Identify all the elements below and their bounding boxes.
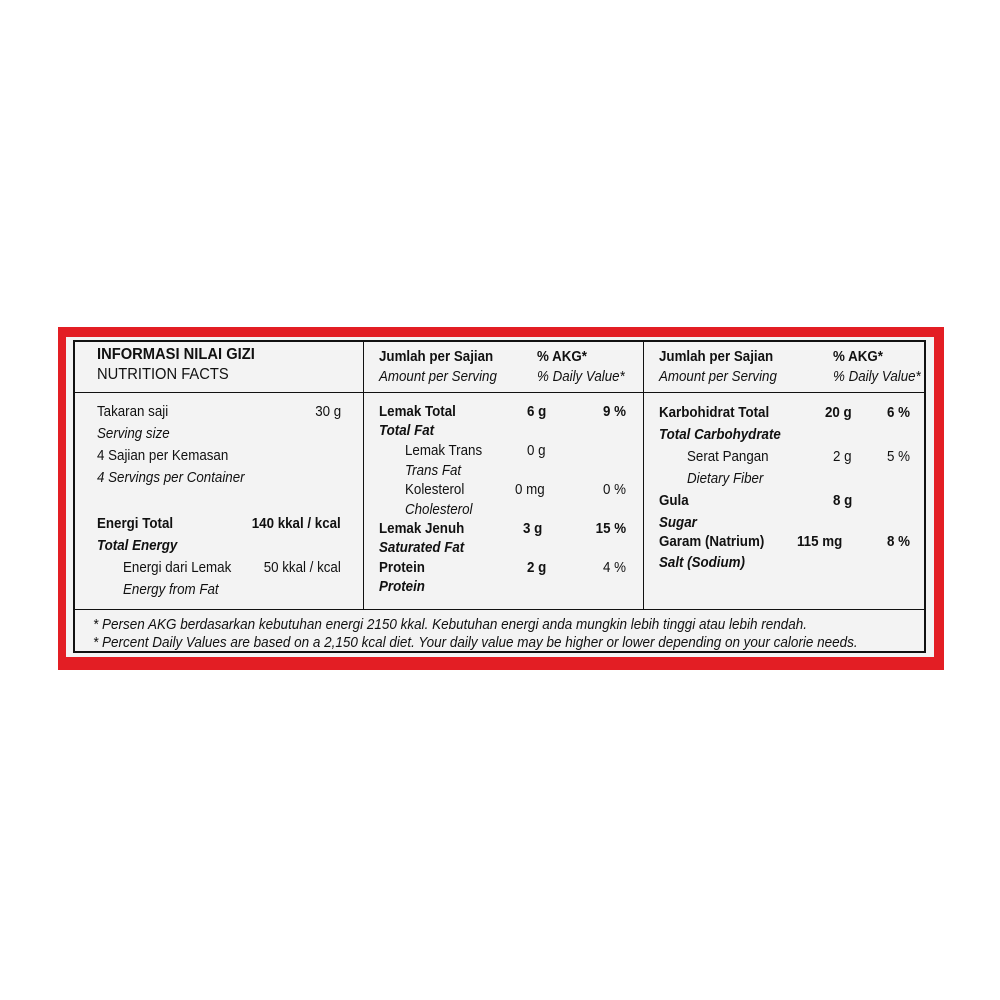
trans-fat-amount: 0 g [527, 443, 546, 459]
energy-from-fat-label: Energi dari Lemak [123, 560, 232, 576]
cholesterol-label-en: Cholesterol [405, 502, 473, 518]
saturated-fat-label-en: Saturated Fat [379, 540, 465, 556]
footnote-indonesian: * Persen AKG berdasarkan kebutuhan energi 2150 kkal. Kebutuhan energi anda mungkin lebih tinggi atau lebih rendah. [93, 617, 807, 633]
serving-size-value: 30 g [315, 404, 341, 420]
energy-from-fat-label-en: Energy from Fat [123, 582, 219, 598]
total-fat-amount: 6 g [527, 404, 547, 420]
col3-amount-header: Jumlah per Sajian [659, 349, 774, 365]
servings-per-container: 4 Sajian per Kemasan [97, 448, 229, 464]
saturated-fat-percent: 15 % [595, 521, 626, 537]
total-carb-amount: 20 g [825, 405, 852, 421]
dietary-fiber-percent: 5 % [887, 449, 910, 465]
salt-label-en: Salt (Sodium) [659, 555, 745, 571]
column-divider-1 [363, 342, 364, 609]
dietary-fiber-amount: 2 g [833, 449, 852, 465]
salt-amount: 115 mg [797, 534, 843, 550]
total-fat-percent: 9 % [603, 404, 626, 420]
protein-label: Protein [379, 560, 425, 576]
trans-fat-label-en: Trans Fat [405, 463, 462, 479]
footnote-english: * Percent Daily Values are based on a 2,150 kcal diet. Your daily value may be higher or lower depending on your calorie needs. [93, 635, 858, 651]
servings-per-container-en: 4 Servings per Container [97, 470, 245, 486]
total-energy-label-en: Total Energy [97, 538, 178, 554]
dietary-fiber-label: Serat Pangan [687, 449, 769, 465]
col2-akg-header: % AKG* [537, 349, 587, 365]
cholesterol-label: Kolesterol [405, 482, 465, 498]
protein-label-en: Protein [379, 579, 425, 595]
protein-amount: 2 g [527, 560, 547, 576]
sugar-label: Gula [659, 493, 689, 509]
total-fat-label: Lemak Total [379, 404, 456, 420]
energy-from-fat-value: 50 kkal / kcal [263, 560, 341, 576]
sugar-label-en: Sugar [659, 515, 697, 531]
col2-dv-header: % Daily Value* [537, 369, 625, 385]
col3-amount-header-en: Amount per Serving [659, 369, 777, 385]
total-carb-label-en: Total Carbohydrate [659, 427, 781, 443]
column-divider-2 [643, 342, 644, 609]
total-energy-value: 140 kkal / kcal [251, 516, 341, 532]
label-subtitle: NUTRITION FACTS [97, 366, 229, 383]
total-energy-label: Energi Total [97, 516, 174, 532]
saturated-fat-label: Lemak Jenuh [379, 521, 465, 537]
col3-dv-header: % Daily Value* [833, 369, 921, 385]
label-title: INFORMASI NILAI GIZI [97, 346, 255, 363]
total-carb-percent: 6 % [887, 405, 910, 421]
serving-size-label: Takaran saji [97, 404, 169, 420]
cholesterol-percent: 0 % [603, 482, 626, 498]
dietary-fiber-label-en: Dietary Fiber [687, 471, 764, 487]
col2-amount-header-en: Amount per Serving [379, 369, 497, 385]
salt-percent: 8 % [887, 534, 910, 550]
header-divider [75, 392, 924, 393]
nutrition-label-panel [66, 337, 934, 657]
salt-label: Garam (Natrium) [659, 534, 765, 550]
cholesterol-amount: 0 mg [515, 482, 545, 498]
col2-amount-header: Jumlah per Sajian [379, 349, 494, 365]
saturated-fat-amount: 3 g [523, 521, 543, 537]
serving-size-label-en: Serving size [97, 426, 170, 442]
nutrition-table [73, 340, 926, 653]
trans-fat-label: Lemak Trans [405, 443, 483, 459]
total-fat-label-en: Total Fat [379, 423, 435, 439]
sugar-amount: 8 g [833, 493, 853, 509]
col3-akg-header: % AKG* [833, 349, 883, 365]
total-carb-label: Karbohidrat Total [659, 405, 770, 421]
footer-divider [75, 609, 924, 610]
protein-percent: 4 % [603, 560, 626, 576]
nutrition-label-frame [58, 327, 944, 670]
